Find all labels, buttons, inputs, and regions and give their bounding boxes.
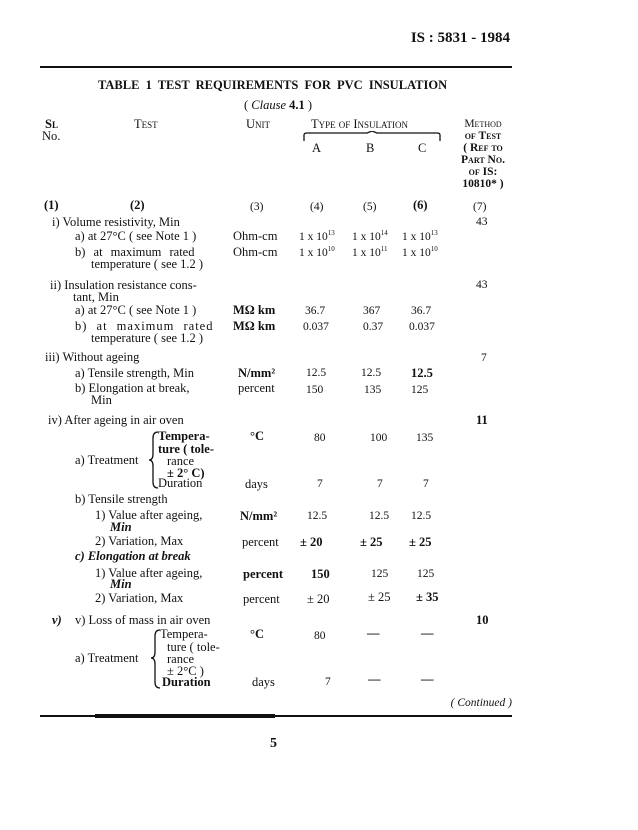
row-ivc-label: c) Elongation at break (75, 549, 191, 563)
row-iia-label: a) at 27°C ( see Note 1 ) (75, 303, 197, 317)
col-no: No. (42, 129, 61, 143)
row-ivc2-b: ± 25 (368, 590, 391, 604)
row-va-temp-c: — (421, 626, 434, 640)
row-iva-duration-unit: days (245, 477, 268, 491)
row-ivc2-c: ± 35 (416, 590, 439, 604)
row-ivb-label: b) Tensile strength (75, 492, 168, 506)
row-iiia-a: 12.5 (306, 367, 327, 379)
top-rule (40, 66, 512, 68)
row-iiib-c: 125 (411, 384, 429, 396)
row-ia-c: 1 x $10^{13}$ (402, 229, 438, 243)
row-va-duration-b: — (368, 672, 381, 686)
col-method-2: of Test (464, 130, 502, 142)
row-va-temp-a: 80 (314, 630, 326, 642)
row-iv-method: 11 (476, 413, 488, 427)
row-va-temp-4: ± 2°C ) (167, 664, 204, 678)
row-ivb1-c: 12.5 (411, 510, 432, 522)
row-iiib-unit: percent (238, 381, 275, 395)
col-test: Test (134, 117, 158, 131)
row-iva-temp-c: 135 (416, 432, 434, 444)
row-ivb1-a: 12.5 (307, 510, 328, 522)
row-ia-unit: Ohm-cm (233, 229, 278, 243)
row-iib-a: 0.037 (303, 321, 329, 333)
row-iiia-b: 12.5 (361, 367, 382, 379)
row-iia-a: 36.7 (305, 305, 326, 317)
continued-note: ( Continued ) (450, 697, 512, 709)
row-iia-unit: MΩ km (233, 303, 276, 317)
row-ib-label-2: temperature ( see 1.2 ) (91, 257, 204, 271)
clause-number: 4.1 (289, 98, 305, 112)
page-number: 5 (270, 736, 277, 751)
row-iva-duration-b: 7 (377, 478, 383, 490)
row-ib-label-1: b) at maximum rated (75, 245, 195, 259)
row-va-temp-1: Tempera- (160, 627, 208, 641)
row-va-duration-a: 7 (325, 676, 331, 688)
row-va-duration: Duration (162, 675, 211, 689)
col-method-5: of IS: (468, 166, 498, 178)
row-iv-label: iv) After ageing in air oven (48, 413, 184, 427)
col-num-6: (6) (413, 198, 428, 212)
row-v-label: v) Loss of mass in air oven (75, 613, 211, 627)
row-iva-temp-3: rance (167, 454, 195, 468)
col-num-4: (4) (310, 201, 324, 213)
row-va-label: a) Treatment (75, 651, 139, 665)
bottom-rule-thick (95, 714, 275, 718)
col-unit: Unit (246, 117, 271, 131)
row-ivc1-a: 150 (311, 567, 330, 581)
col-sl: Sl (45, 117, 58, 131)
row-ivc2-label: 2) Variation, Max (95, 591, 184, 605)
row-iiia-unit: N/mm² (238, 366, 276, 380)
row-iii-label: iii) Without ageing (45, 350, 140, 364)
row-ivb1-unit: N/mm² (240, 509, 278, 523)
row-ib-unit: Ohm-cm (233, 245, 278, 259)
row-iia-c: 36.7 (411, 305, 432, 317)
row-iva-temp-2: ture ( tole- (158, 442, 214, 456)
col-method-4: Part No. (461, 154, 505, 166)
row-ii-label-1: ii) Insulation resistance cons- (50, 278, 197, 292)
row-iva-duration: Duration (158, 476, 203, 490)
row-va-temp-unit: °C (250, 627, 265, 641)
row-ivb1-b: 12.5 (369, 510, 390, 522)
row-iii-method: 7 (481, 352, 487, 364)
col-a: A (312, 141, 322, 155)
row-iia-b: 367 (363, 305, 381, 317)
row-ivc1-c: 125 (417, 568, 435, 580)
row-ivb2-unit: percent (242, 535, 279, 549)
row-iib-c: 0.037 (409, 321, 435, 333)
row-ivb2-c: ± 25 (409, 535, 432, 549)
col-num-1: (1) (44, 198, 59, 212)
row-ib-c: 1 x $10^{10}$ (402, 245, 438, 259)
row-iib-label-2: temperature ( see 1.2 ) (91, 331, 204, 345)
row-iib-unit: MΩ km (233, 319, 276, 333)
col-type-of-insulation: Type of Insulation (311, 117, 409, 131)
row-ivc1-unit: percent (243, 567, 284, 581)
row-ivc1-label-2: Min (110, 577, 132, 591)
row-iva-temp-1: Tempera- (158, 429, 210, 443)
row-va-temp-b: — (367, 626, 380, 640)
row-va-temp-3: rance (167, 652, 195, 666)
row-v-method: 10 (476, 613, 489, 627)
row-va-duration-unit: days (252, 675, 275, 689)
row-iva-temp-4: ± 2° C) (167, 466, 205, 480)
row-ib-b: 1 x $10^{11}$ (352, 245, 388, 259)
row-ivc1-b: 125 (371, 568, 389, 580)
col-num-7: (7) (473, 201, 487, 213)
row-ivb1-label-1: 1) Value after ageing, (95, 508, 203, 522)
row-iib-label-1: b) at maximum rated (75, 319, 214, 333)
col-num-5: (5) (363, 201, 377, 213)
table-title: TABLE 1 TEST REQUIREMENTS FOR PVC INSULATION (98, 78, 448, 92)
col-method-3: ( Ref to (463, 142, 503, 154)
row-iva-label: a) Treatment (75, 453, 139, 467)
row-iiia-label: a) Tensile strength, Min (75, 366, 195, 380)
row-va-duration-c: — (421, 672, 434, 686)
row-iva-temp-b: 100 (370, 432, 388, 444)
row-i-label: i) Volume resistivity, Min (52, 215, 180, 229)
clause-word: Clause (251, 98, 287, 112)
row-iiib-label-2: Min (91, 393, 112, 407)
row-iiib-a: 150 (306, 384, 324, 396)
col-num-2: (2) (130, 198, 145, 212)
row-ii-method: 43 (476, 279, 488, 291)
col-b: B (366, 141, 375, 155)
row-ii-label-2: tant, Min (73, 290, 119, 304)
row-ia-b: 1 x $10^{14}$ (352, 229, 388, 243)
row-ivb1-label-2: Min (110, 520, 132, 534)
row-iiib-b: 135 (364, 384, 382, 396)
row-ia-label: a) at 27°C ( see Note 1 ) (75, 229, 197, 243)
col-method-6: 10810* ) (462, 178, 504, 190)
row-ivc1-label-1: 1) Value after ageing, (95, 566, 203, 580)
row-ia-a: 1 x $10^{13}$ (299, 229, 335, 243)
row-ivb2-b: ± 25 (360, 535, 383, 549)
row-iib-b: 0.37 (363, 321, 384, 333)
row-ivb2-label: 2) Variation, Max (95, 534, 184, 548)
row-iva-temp-a: 80 (314, 432, 326, 444)
row-iva-temp-unit: °C (250, 429, 265, 443)
row-iva-duration-a: 7 (317, 478, 323, 490)
row-v-label-num: v) (52, 613, 62, 627)
row-ivc2-a: ± 20 (307, 592, 330, 606)
row-ivc2-unit: percent (243, 592, 280, 606)
row-ivb2-a: ± 20 (300, 535, 323, 549)
row-iva-duration-c: 7 (423, 478, 429, 490)
clause-reference: ( Clause 4.1 ) (244, 98, 313, 112)
row-iiia-c: 12.5 (411, 366, 433, 380)
row-ib-a: 1 x $10^{10}$ (299, 245, 335, 259)
standard-number: IS : 5831 - 1984 (410, 30, 510, 46)
row-iiib-label-1: b) Elongation at break, (75, 381, 190, 395)
col-num-3: (3) (250, 201, 264, 213)
col-c: C (418, 141, 427, 155)
row-va-temp-2: ture ( tole- (167, 640, 220, 654)
col-method-1: Method (464, 118, 502, 130)
row-i-method: 43 (476, 216, 488, 228)
